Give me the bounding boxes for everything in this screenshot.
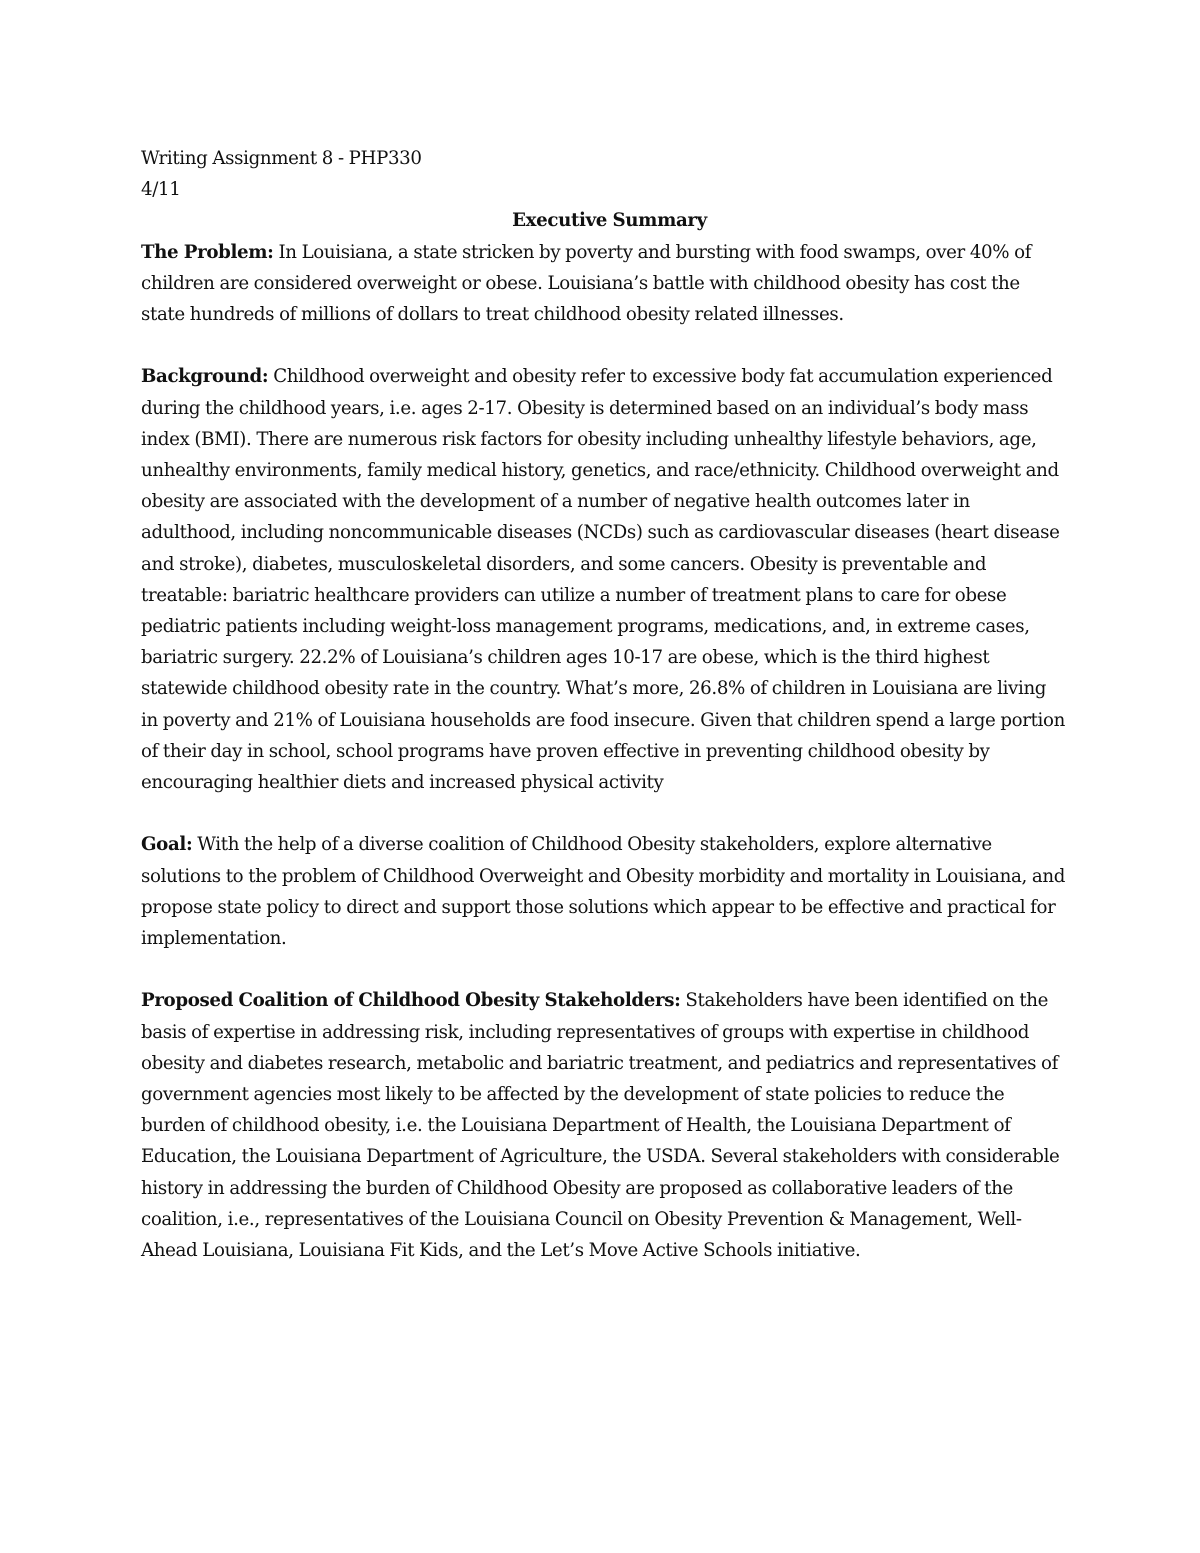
goal-label: Goal: <box>141 834 193 856</box>
paragraph-spacer <box>141 954 1066 985</box>
background-paragraph <box>141 361 1066 798</box>
coalition-paragraph <box>141 985 1066 1266</box>
background-label: Background: <box>141 366 269 388</box>
goal-paragraph <box>141 829 1066 954</box>
paragraph-spacer <box>141 330 1066 361</box>
problem-text: In Louisiana, a state stricken by poverty and bursting with food swamps, over 40% of children are considered overweight or obese. Louisiana’s battle with childhood obesity has cost the state hundreds of millions of dollars to treat childhood obesity related illnesses. <box>141 241 1032 326</box>
page-title: Executive Summary <box>512 210 707 232</box>
document-body <box>141 143 1066 1266</box>
background-text: Childhood overweight and obesity refer to excessive body fat accumulation experienced during the childhood years, i.e. ages 2-17. Obesity is determined based on an individual’s body mass index (BMI). There are numerous risk factors for obesity including unhealthy lifestyle behaviors, age, unhealthy environments, family medical history, genetics, and race/ethnicity. Childhood overweight and obesity are associated with the development of a number of negative health outcomes later in adulthood, including noncommunicable diseases (NCDs) such as cardiovascular diseases (heart disease and stroke), diabetes, musculoskeletal disorders, and some cancers. Obesity is preventable and treatable: bariatric healthcare providers can utilize a number of treatment plans to care for obese pediatric patients including weight-loss management programs, medications, and, in extreme cases, bariatric surgery. 22.2% of Louisiana’s children ages 10-17 are obese, which is the third highest statewide childhood obesity rate in the country. What’s more, 26.8% of children in Louisiana are living in poverty and 21% of Louisiana households are food insecure. Given that children spend a large portion of their day in school, school programs have proven effective in preventing childhood obesity by encouraging healthier diets and increased physical activity <box>141 366 1065 794</box>
paragraph-spacer <box>141 798 1066 829</box>
assignment-date: 4/11 <box>141 179 181 201</box>
goal-text: With the help of a diverse coalition of Childhood Obesity stakeholders, explore alternative solutions to the problem of Childhood Overweight and Obesity morbidity and mortality in Louisiana, and propose state policy to direct and support those solutions which appear to be effective and practical for implementation. <box>141 834 1065 950</box>
coalition-text: Stakeholders have been identified on the basis of expertise in addressing risk, including representatives of groups with expertise in childhood obesity and diabetes research, metabolic and bariatric treatment, and pediatrics and representatives of government agencies most likely to be affected by the development of state policies to reduce the burden of childhood obesity, i.e. the Louisiana Department of Health, the Louisiana Department of Education, the Louisiana Department of Agriculture, the USDA. Several stakeholders with considerable history in addressing the burden of Childhood Obesity are proposed as collaborative leaders of the coalition, i.e., representatives of the Louisiana Council on Obesity Prevention & Management, Well-Ahead Louisiana, Louisiana Fit Kids, and the Let’s Move Active Schools initiative. <box>141 990 1060 1262</box>
problem-label: The Problem: <box>141 241 274 263</box>
coalition-label: Proposed Coalition of Childhood Obesity Stakeholders: <box>141 990 681 1012</box>
problem-paragraph <box>141 237 1066 331</box>
assignment-heading: Writing Assignment 8 - PHP330 <box>141 148 422 169</box>
